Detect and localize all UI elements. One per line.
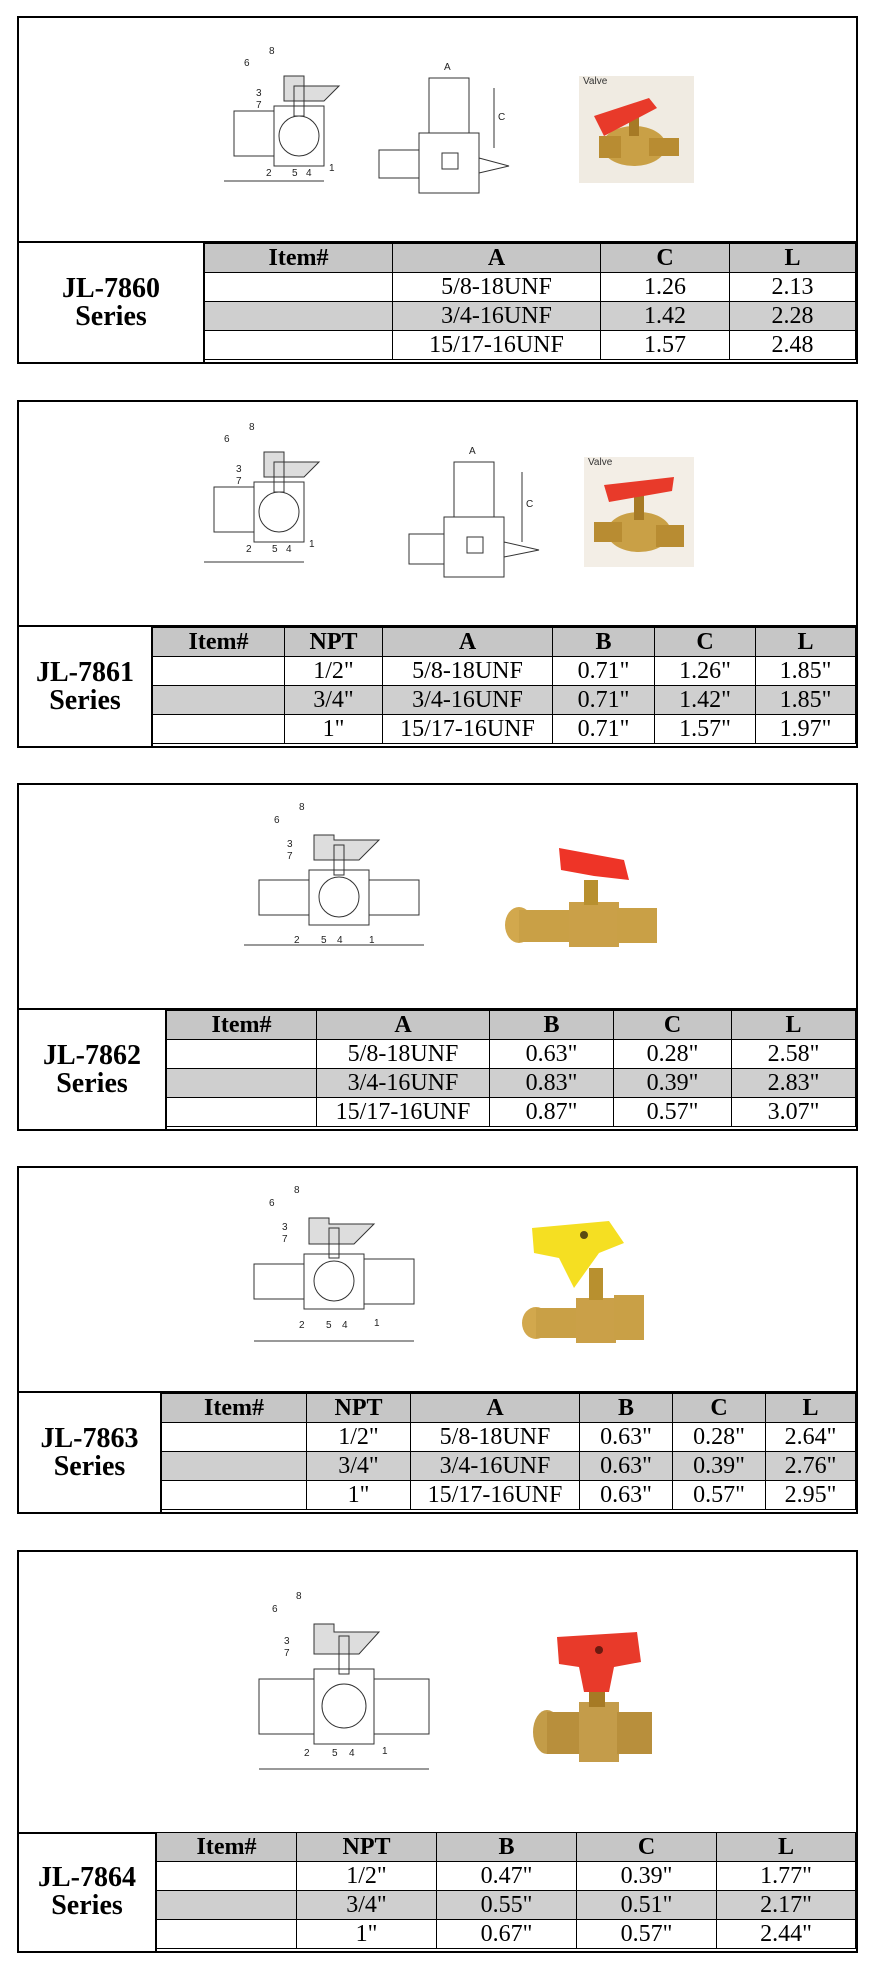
cell-item [157, 1862, 297, 1891]
cell-npt: 1/2" [307, 1423, 411, 1452]
cell-item [167, 1098, 317, 1127]
svg-text:6: 6 [244, 58, 250, 69]
cell-l: 2.76" [766, 1452, 856, 1481]
cell-b: 0.63" [580, 1452, 673, 1481]
svg-text:3: 3 [256, 88, 262, 99]
header-c: C [601, 244, 730, 273]
cell-c: 0.57" [577, 1920, 717, 1949]
cell-npt: 1" [285, 715, 383, 744]
cross-section-drawing [239, 795, 449, 965]
series-word: Series [56, 1067, 128, 1099]
header-item: Item# [153, 628, 285, 657]
cross-section-drawing [194, 422, 344, 572]
header-c: C [673, 1394, 766, 1423]
series-code: JL-7863 [40, 1422, 139, 1454]
header-item: Item# [162, 1394, 307, 1423]
cell-a: 5/8-18UNF [317, 1040, 490, 1069]
cell-l: 2.95" [766, 1481, 856, 1510]
table-row [205, 331, 856, 360]
cell-l: 1.97" [756, 715, 856, 744]
spec-table [156, 1832, 856, 1949]
cell-item [162, 1423, 307, 1452]
valve-photo-icon [514, 1213, 654, 1353]
series-label [19, 1393, 162, 1512]
photo-caption: Valve [588, 457, 613, 468]
cell-item [162, 1481, 307, 1510]
spec-section [19, 627, 856, 746]
header-b: B [553, 628, 655, 657]
svg-text:3: 3 [236, 464, 242, 475]
cell-item [205, 302, 393, 331]
header-c: C [655, 628, 756, 657]
header-npt: NPT [297, 1833, 437, 1862]
valve-photo-icon [579, 76, 694, 183]
cell-npt: 3/4" [297, 1891, 437, 1920]
cell-b: 0.83" [490, 1069, 614, 1098]
cell-item [162, 1452, 307, 1481]
table-row [162, 1423, 856, 1452]
cell-item [167, 1069, 317, 1098]
spec-table [161, 1393, 856, 1510]
header-item: Item# [157, 1833, 297, 1862]
cell-b: 0.55" [437, 1891, 577, 1920]
svg-text:2: 2 [299, 1320, 305, 1331]
cell-c: 0.28" [673, 1423, 766, 1452]
svg-text:5: 5 [332, 1748, 338, 1759]
product-illustration-area [19, 785, 856, 1010]
cell-item [205, 273, 393, 302]
cell-a: 3/4-16UNF [393, 302, 601, 331]
cell-a: 3/4-16UNF [317, 1069, 490, 1098]
cell-l: 2.13 [730, 273, 856, 302]
cell-l: 2.58" [732, 1040, 856, 1069]
cell-c: 1.42" [655, 686, 756, 715]
header-l: L [730, 244, 856, 273]
table-row [167, 1040, 856, 1069]
svg-text:4: 4 [342, 1320, 348, 1331]
svg-text:3: 3 [287, 839, 293, 850]
spec-section [19, 1010, 856, 1129]
svg-text:8: 8 [296, 1591, 302, 1602]
product-card-jl-7863 [17, 1166, 858, 1514]
series-word: Series [51, 1889, 123, 1921]
product-illustration-area [19, 1168, 856, 1393]
svg-text:5: 5 [292, 168, 298, 179]
svg-text:7: 7 [256, 100, 262, 111]
table-row [157, 1891, 856, 1920]
series-code: JL-7860 [62, 272, 160, 304]
header-c: C [577, 1833, 717, 1862]
cell-a: 5/8-18UNF [411, 1423, 580, 1452]
table-row [162, 1481, 856, 1510]
svg-text:8: 8 [299, 802, 305, 813]
cell-npt: 1/2" [297, 1862, 437, 1891]
cell-a: 15/17-16UNF [383, 715, 553, 744]
table-row [167, 1069, 856, 1098]
header-a: A [393, 244, 601, 273]
side-view-drawing [404, 442, 544, 592]
header-b: B [490, 1011, 614, 1040]
svg-text:6: 6 [224, 434, 230, 445]
svg-text:1: 1 [309, 539, 315, 550]
cell-c: 0.57" [673, 1481, 766, 1510]
cell-c: 1.26" [655, 657, 756, 686]
series-label [19, 243, 205, 362]
spec-table [166, 1010, 856, 1127]
cell-a: 5/8-18UNF [383, 657, 553, 686]
header-item: Item# [205, 244, 393, 273]
cross-section-drawing [214, 46, 364, 196]
cell-c: 0.39" [614, 1069, 732, 1098]
series-code: JL-7862 [43, 1039, 141, 1071]
header-a: A [383, 628, 553, 657]
product-card-jl-7861 [17, 400, 858, 748]
header-l: L [717, 1833, 856, 1862]
cell-npt: 3/4" [307, 1452, 411, 1481]
series-word: Series [53, 1450, 126, 1482]
cell-l: 2.17" [717, 1891, 856, 1920]
cell-item [157, 1891, 297, 1920]
svg-text:3: 3 [282, 1222, 288, 1233]
svg-text:1: 1 [369, 935, 375, 946]
cell-c: 1.57 [601, 331, 730, 360]
cell-c: 0.39" [673, 1452, 766, 1481]
cell-item [205, 331, 393, 360]
svg-text:4: 4 [349, 1748, 355, 1759]
cell-b: 0.71" [553, 657, 655, 686]
cell-b: 0.63" [580, 1423, 673, 1452]
cell-c: 0.28" [614, 1040, 732, 1069]
cell-b: 0.71" [553, 686, 655, 715]
product-card-jl-7860 [17, 16, 858, 364]
cell-b: 0.71" [553, 715, 655, 744]
cell-item [153, 686, 285, 715]
table-row [162, 1452, 856, 1481]
cell-npt: 1" [307, 1481, 411, 1510]
cell-b: 0.47" [437, 1862, 577, 1891]
table-header-row [205, 244, 856, 273]
spec-table [152, 627, 856, 744]
header-c: C [614, 1011, 732, 1040]
cell-item [153, 657, 285, 686]
cell-l: 1.77" [717, 1862, 856, 1891]
header-b: B [580, 1394, 673, 1423]
cell-l: 1.85" [756, 686, 856, 715]
series-code: JL-7861 [36, 656, 134, 688]
cell-l: 2.83" [732, 1069, 856, 1098]
svg-text:2: 2 [246, 544, 252, 555]
series-word: Series [49, 684, 121, 716]
svg-text:A: A [444, 62, 451, 73]
svg-text:8: 8 [294, 1185, 300, 1196]
svg-text:7: 7 [287, 851, 293, 862]
table-row [153, 686, 856, 715]
series-label [19, 1832, 157, 1951]
photo-caption: Valve [583, 76, 608, 87]
table-header-row [153, 628, 856, 657]
svg-text:7: 7 [284, 1648, 290, 1659]
table-row [157, 1920, 856, 1949]
table-row [167, 1098, 856, 1127]
spec-section [19, 1832, 856, 1951]
cell-npt: 1" [297, 1920, 437, 1949]
svg-text:A: A [469, 446, 476, 457]
cell-a: 15/17-16UNF [317, 1098, 490, 1127]
cell-item [153, 715, 285, 744]
product-card-jl-7864 [17, 1550, 858, 1953]
table-row [153, 657, 856, 686]
cross-section-drawing [234, 1176, 444, 1356]
cell-c: 1.42 [601, 302, 730, 331]
cell-item [167, 1040, 317, 1069]
svg-text:8: 8 [249, 422, 255, 433]
cell-b: 0.87" [490, 1098, 614, 1127]
cell-l: 2.64" [766, 1423, 856, 1452]
header-a: A [411, 1394, 580, 1423]
cell-item [157, 1920, 297, 1949]
cell-b: 0.63" [580, 1481, 673, 1510]
cell-l: 2.44" [717, 1920, 856, 1949]
svg-text:2: 2 [266, 168, 272, 179]
svg-text:7: 7 [236, 476, 242, 487]
table-row [205, 302, 856, 331]
header-item: Item# [167, 1011, 317, 1040]
cell-npt: 3/4" [285, 686, 383, 715]
svg-text:7: 7 [282, 1234, 288, 1245]
series-word: Series [75, 300, 147, 332]
product-photo [579, 76, 694, 183]
series-label [19, 1010, 167, 1129]
svg-text:C: C [498, 112, 506, 123]
svg-text:C: C [526, 499, 534, 510]
svg-text:1: 1 [329, 163, 335, 174]
cell-a: 3/4-16UNF [411, 1452, 580, 1481]
header-a: A [317, 1011, 490, 1040]
valve-photo-icon [499, 840, 669, 960]
valve-photo-icon [529, 1622, 659, 1772]
svg-text:5: 5 [326, 1320, 332, 1331]
svg-text:4: 4 [337, 935, 343, 946]
cell-c: 1.26 [601, 273, 730, 302]
cell-c: 0.39" [577, 1862, 717, 1891]
svg-text:1: 1 [382, 1746, 388, 1757]
cell-l: 2.28 [730, 302, 856, 331]
spec-section [19, 243, 856, 362]
product-illustration-area [19, 18, 856, 243]
header-npt: NPT [307, 1394, 411, 1423]
cell-npt: 1/2" [285, 657, 383, 686]
cell-b: 0.63" [490, 1040, 614, 1069]
spec-section [19, 1393, 856, 1512]
cell-a: 3/4-16UNF [383, 686, 553, 715]
table-row [153, 715, 856, 744]
cross-section-drawing [234, 1574, 454, 1784]
svg-text:4: 4 [306, 168, 312, 179]
table-row [157, 1862, 856, 1891]
svg-text:6: 6 [272, 1604, 278, 1615]
product-illustration-area [19, 402, 856, 627]
table-header-row [162, 1394, 856, 1423]
product-card-jl-7862 [17, 783, 858, 1131]
header-b: B [437, 1833, 577, 1862]
cell-l: 1.85" [756, 657, 856, 686]
cell-a: 15/17-16UNF [411, 1481, 580, 1510]
svg-text:2: 2 [294, 935, 300, 946]
product-photo [584, 457, 694, 567]
cell-a: 15/17-16UNF [393, 331, 601, 360]
cell-c: 1.57" [655, 715, 756, 744]
spec-table [204, 243, 856, 360]
table-header-row [167, 1011, 856, 1040]
header-npt: NPT [285, 628, 383, 657]
table-header-row [157, 1833, 856, 1862]
product-illustration-area [19, 1552, 856, 1834]
svg-text:5: 5 [321, 935, 327, 946]
svg-text:5: 5 [272, 544, 278, 555]
header-l: L [732, 1011, 856, 1040]
series-label [19, 627, 153, 746]
cell-b: 0.67" [437, 1920, 577, 1949]
cell-a: 5/8-18UNF [393, 273, 601, 302]
svg-text:6: 6 [269, 1198, 275, 1209]
cell-l: 3.07" [732, 1098, 856, 1127]
side-view-drawing [374, 58, 514, 208]
series-code: JL-7864 [38, 1861, 136, 1893]
header-l: L [756, 628, 856, 657]
header-l: L [766, 1394, 856, 1423]
cell-l: 2.48 [730, 331, 856, 360]
table-row [205, 273, 856, 302]
svg-text:8: 8 [269, 46, 275, 57]
svg-text:4: 4 [286, 544, 292, 555]
svg-text:1: 1 [374, 1318, 380, 1329]
valve-photo-icon [584, 457, 694, 567]
cell-c: 0.51" [577, 1891, 717, 1920]
svg-text:6: 6 [274, 815, 280, 826]
svg-text:2: 2 [304, 1748, 310, 1759]
svg-text:3: 3 [284, 1636, 290, 1647]
cell-c: 0.57" [614, 1098, 732, 1127]
